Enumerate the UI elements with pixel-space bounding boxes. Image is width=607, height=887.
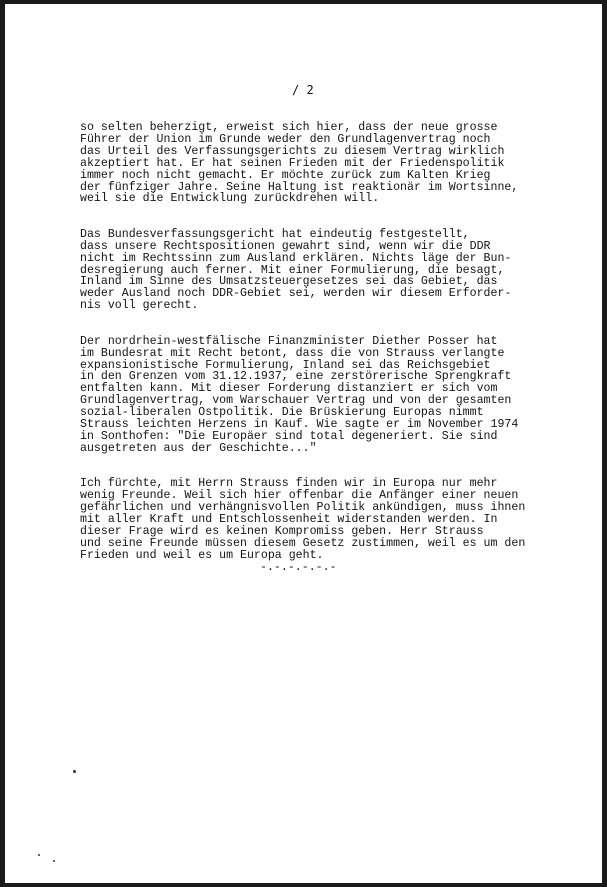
text-line: das Urteil des Verfassungsgerichts zu diesem Vertrag wirklich [80,144,505,158]
text-line: entfalten kann. Mit dieser Forderung distanziert er sich vom [80,382,498,396]
text-line: wenig Freunde. Weil sich hier offenbar die Anfänger einer neuen [80,489,519,503]
text-line: weder Ausland noch DDR-Gebiet sei, werden wir diesem Erforder- [80,287,512,301]
text-line: mit aller Kraft und Entschlossenheit widerstanden werden. In [80,512,498,526]
document-body [80,122,560,585]
text-line: und seine Freunde müssen diesem Gesetz zustimmen, weil es um den [80,536,526,550]
text-line: expansionistische Formulierung, Inland sei das Reichsgebiet [80,358,491,372]
text-line: in den Grenzen vom 31.12.1937, eine zerstörerische Sprengkraft [80,370,512,384]
text-line: Grundlagenvertrag, vom Warschauer Vertrag und von der gesamten [80,394,512,408]
text-line: so selten beherzigt, erweist sich hier, dass der neue grosse [80,121,498,134]
text-line: Frieden und weil es um Europa geht. [80,548,324,562]
scan-speck [73,770,76,773]
text-line: in Sonthofen: "Die Europäer sind total degeneriert. Sie sind [80,429,498,443]
scan-speck [53,860,55,862]
text-line: Ich fürchte, mit Herrn Strauss finden wir in Europa nur mehr [80,477,498,491]
text-line: nis voll gerecht. [80,299,199,313]
text-line: nicht im Rechtssinn zum Ausland erklären. Nichts läge der Bun- [80,251,512,265]
text-line: akzeptiert hat. Er hat seinen Frieden mit der Friedenspolitik [80,156,505,170]
text-line: weil sie die Entwicklung zurückdrehen will. [80,192,380,206]
paragraph [80,336,560,455]
text-line: gefährlichen und verhängnisvollen Politik ankündigen, muss ihnen [80,501,526,515]
paragraph [80,478,560,561]
text-line: Führer der Union im Grunde weder den Grundlagenvertrag noch [80,132,491,146]
paragraph [80,122,560,205]
text-line: der fünfziger Jahre. Seine Haltung ist reaktionär im Wortsinne, [80,180,519,194]
end-of-text-mark: -.-.-.-.-.- [260,561,337,574]
text-line: desregierung auch ferner. Mit einer Formulierung, die besagt, [80,263,505,277]
scan-speck [38,854,40,856]
document-page [5,4,602,883]
text-line: sozial-liberalen Ostpolitik. Die Brüskierung Europas nimmt [80,406,484,420]
text-line: immer noch nicht gemacht. Er möchte zurück zum Kalten Krieg [80,168,491,182]
text-line: Der nordrhein-westfälische Finanzminister Diether Posser hat [80,334,498,348]
text-line: dass unsere Rechtspositionen gewahrt sind, wenn wir die DDR [80,239,491,253]
text-line: ausgetreten aus der Geschichte..." [80,441,317,455]
text-line: im Bundesrat mit Recht betont, dass die von Strauss verlangte [80,346,505,360]
text-line: Inland im Sinne des Umsatzsteuergesetzes sei das Gebiet, das [80,275,498,289]
text-line: Strauss leichten Herzens in Kauf. Wie sagte er im November 1974 [80,418,519,432]
text-line: dieser Frage wird es keinen Kompromiss geben. Herr Strauss [80,524,484,538]
paragraph [80,229,560,312]
page-number: / 2 [292,83,314,97]
text-line: Das Bundesverfassungsgericht hat eindeutig festgestellt, [80,227,470,241]
